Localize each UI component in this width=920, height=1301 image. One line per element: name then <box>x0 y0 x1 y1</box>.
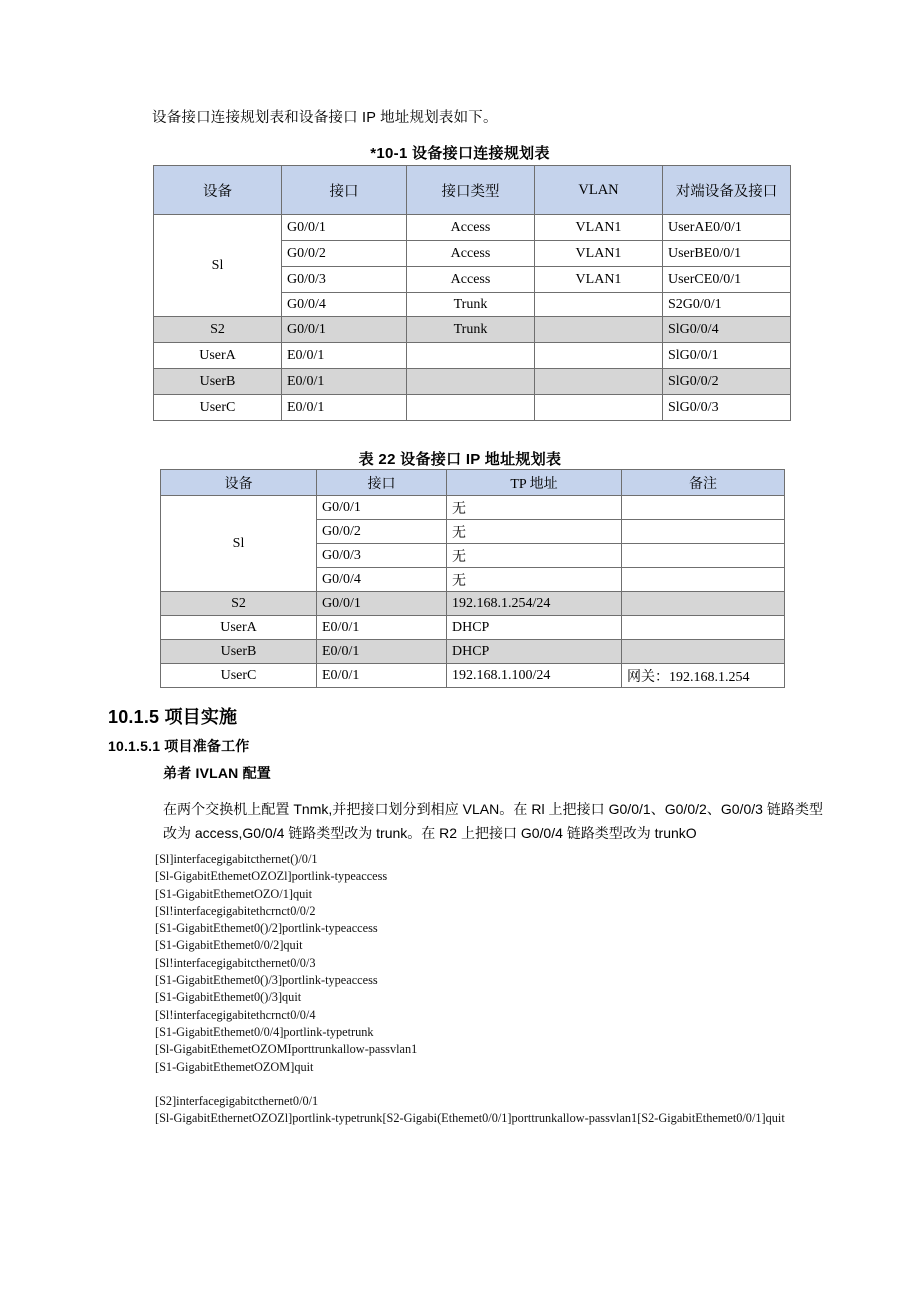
column-header-peer: 对端设备及接口 <box>663 166 791 215</box>
cell-interface-type: Access <box>407 215 535 241</box>
cell-remark: 网关：192.168.1.254 <box>622 664 785 688</box>
cli-line: [S1-GigabitEthemet0/0/4]portlink-typetrunk <box>155 1024 374 1039</box>
table-header-row <box>161 470 785 496</box>
cell-interface: G0/0/4 <box>282 293 407 317</box>
cli-line: [S1-GigabitEthemet0()/3]portlink-typeaccess <box>155 973 378 988</box>
cell-interface: G0/0/3 <box>282 267 407 293</box>
cli-command-block <box>155 851 875 1127</box>
cell-device: UserB <box>161 640 317 664</box>
cell-ip-address: 无 <box>447 544 622 568</box>
table-row <box>154 369 791 395</box>
cell-interface: G0/0/1 <box>282 317 407 343</box>
cell-interface: G0/0/2 <box>282 241 407 267</box>
cell-peer: SlG0/0/2 <box>663 369 791 395</box>
cli-line: [S1-GigabitEthemet0/0/2]quit <box>155 938 303 953</box>
cell-interface-type: Access <box>407 267 535 293</box>
cli-line: [Sl!interfacegigabitethcrnct0/0/4 <box>155 1007 316 1022</box>
cell-vlan: VLAN1 <box>535 267 663 293</box>
table-row <box>161 616 785 640</box>
table-row <box>154 317 791 343</box>
cell-device: S2 <box>154 317 282 343</box>
cell-device-merged: Sl <box>161 496 317 592</box>
cell-remark <box>622 520 785 544</box>
cell-interface-type <box>407 395 535 421</box>
cell-peer: S2G0/0/1 <box>663 293 791 317</box>
cell-interface-type: Trunk <box>407 293 535 317</box>
cell-peer: UserAE0/0/1 <box>663 215 791 241</box>
column-header-remark: 备注 <box>622 470 785 496</box>
cell-device: UserA <box>161 616 317 640</box>
cell-interface: G0/0/2 <box>317 520 447 544</box>
cell-remark <box>622 568 785 592</box>
cli-line: [Sl]interfacegigabitcthernet()/0/1 <box>155 852 318 866</box>
cell-device: UserC <box>154 395 282 421</box>
table-row <box>161 496 785 520</box>
column-header-interface: 接口 <box>317 470 447 496</box>
cell-ip-address: 192.168.1.254/24 <box>447 592 622 616</box>
column-header-interface-type: 接口类型 <box>407 166 535 215</box>
cli-line: [Sl-GigabitEthemetOZOMIporttrunkallow-passvlan1 <box>155 1042 418 1057</box>
cli-block-spacer <box>155 1076 875 1093</box>
cell-peer: SlG0/0/3 <box>663 395 791 421</box>
cell-peer: UserCE0/0/1 <box>663 267 791 293</box>
cell-ip-address: 无 <box>447 520 622 544</box>
interface-connection-plan-table <box>153 165 791 421</box>
cell-remark <box>622 640 785 664</box>
cell-interface: G0/0/1 <box>282 215 407 241</box>
cell-ip-address: DHCP <box>447 640 622 664</box>
cell-interface: E0/0/1 <box>282 369 407 395</box>
cell-vlan <box>535 293 663 317</box>
cell-peer: SlG0/0/1 <box>663 343 791 369</box>
column-header-interface: 接口 <box>282 166 407 215</box>
cell-vlan <box>535 369 663 395</box>
cell-interface: E0/0/1 <box>317 640 447 664</box>
cell-vlan: VLAN1 <box>535 215 663 241</box>
cell-interface: E0/0/1 <box>282 343 407 369</box>
cell-interface: E0/0/1 <box>317 664 447 688</box>
cell-ip-address: DHCP <box>447 616 622 640</box>
table-row <box>161 664 785 688</box>
cell-ip-address: 无 <box>447 496 622 520</box>
cell-interface: G0/0/1 <box>317 592 447 616</box>
table-header-row <box>154 166 791 215</box>
cell-peer: UserBE0/0/1 <box>663 241 791 267</box>
cli-line: [S1-GigabitEthemet0()/3]quit <box>155 990 302 1005</box>
cell-vlan: VLAN1 <box>535 241 663 267</box>
section-heading: 10.1.5 项目实施 <box>108 707 238 727</box>
cell-interface-type <box>407 369 535 395</box>
interface-ip-plan-table <box>160 469 785 688</box>
cell-peer: SlG0/0/4 <box>663 317 791 343</box>
cli-line: [Sl-GigabitEthernetOZOZl]portlink-typetrunk[S2-Gigabi(Ethemet0/0/1]porttrunkallow-passvlan1[S2-GigabitEthemet0/0/1]quit <box>155 1111 785 1126</box>
cell-vlan <box>535 317 663 343</box>
table1-caption: *10-1 设备接口连接规划表 <box>370 145 550 162</box>
cell-ip-address: 192.168.1.100/24 <box>447 664 622 688</box>
item-heading: 弟者 IVLAN 配置 <box>163 765 271 781</box>
cell-remark <box>622 544 785 568</box>
cli-line: [Sl-GigabitEthemetOZOZl]portlink-typeaccess <box>155 869 388 884</box>
cell-vlan <box>535 395 663 421</box>
cell-device: UserB <box>154 369 282 395</box>
table-row <box>161 640 785 664</box>
cell-interface: G0/0/3 <box>317 544 447 568</box>
cell-interface: G0/0/1 <box>317 496 447 520</box>
cli-line: [S1-GigabitEthemet0()/2]portlink-typeaccess <box>155 921 378 936</box>
cell-remark <box>622 592 785 616</box>
cell-interface: E0/0/1 <box>317 616 447 640</box>
cell-interface: G0/0/4 <box>317 568 447 592</box>
cli-line: [Sl!interfacegigabitethcrnct0/0/2 <box>155 903 316 918</box>
column-header-device: 设备 <box>154 166 282 215</box>
cell-interface-type: Access <box>407 241 535 267</box>
cell-ip-address: 无 <box>447 568 622 592</box>
column-header-vlan: VLAN <box>535 166 663 215</box>
cli-line: [S1-GigabitEthemetOZOM]quit <box>155 1059 314 1074</box>
cell-device-merged: Sl <box>154 215 282 317</box>
cli-line: [S2]interfacegigabitcthernet0/0/1 <box>155 1093 319 1108</box>
intro-paragraph: 设备接口连接规划表和设备接口 IP 地址规划表如下。 <box>152 110 498 126</box>
table-row <box>154 215 791 241</box>
cli-line: [S1-GigabitEthemetOZO/1]quit <box>155 886 313 901</box>
table-row <box>154 395 791 421</box>
cell-device: UserC <box>161 664 317 688</box>
cell-interface: E0/0/1 <box>282 395 407 421</box>
cell-remark <box>622 496 785 520</box>
cell-device: UserA <box>154 343 282 369</box>
column-header-ip-address: TP 地址 <box>447 470 622 496</box>
table-row <box>161 592 785 616</box>
table-row <box>154 343 791 369</box>
cell-device: S2 <box>161 592 317 616</box>
cell-vlan <box>535 343 663 369</box>
column-header-device: 设备 <box>161 470 317 496</box>
cell-interface-type: Trunk <box>407 317 535 343</box>
body-paragraph: 在两个交换机上配置 Tnmk,并把接口划分到相应 VLAN。在 Rl 上把接口 G0/0/1、G0/0/2、G0/0/3 链路类型改为 access,G0/0/4 链路类型改为 trunk。在 R2 上把接口 G0/0/4 链路类型改为 trunkO <box>163 801 823 841</box>
cli-line: [Sl!interfacegigabitcthernet0/0/3 <box>155 955 316 970</box>
subsection-heading: 10.1.5.1 项目准备工作 <box>108 738 250 754</box>
cell-interface-type <box>407 343 535 369</box>
cell-remark <box>622 616 785 640</box>
table2-caption: 表 22 设备接口 IP 地址规划表 <box>358 451 562 468</box>
